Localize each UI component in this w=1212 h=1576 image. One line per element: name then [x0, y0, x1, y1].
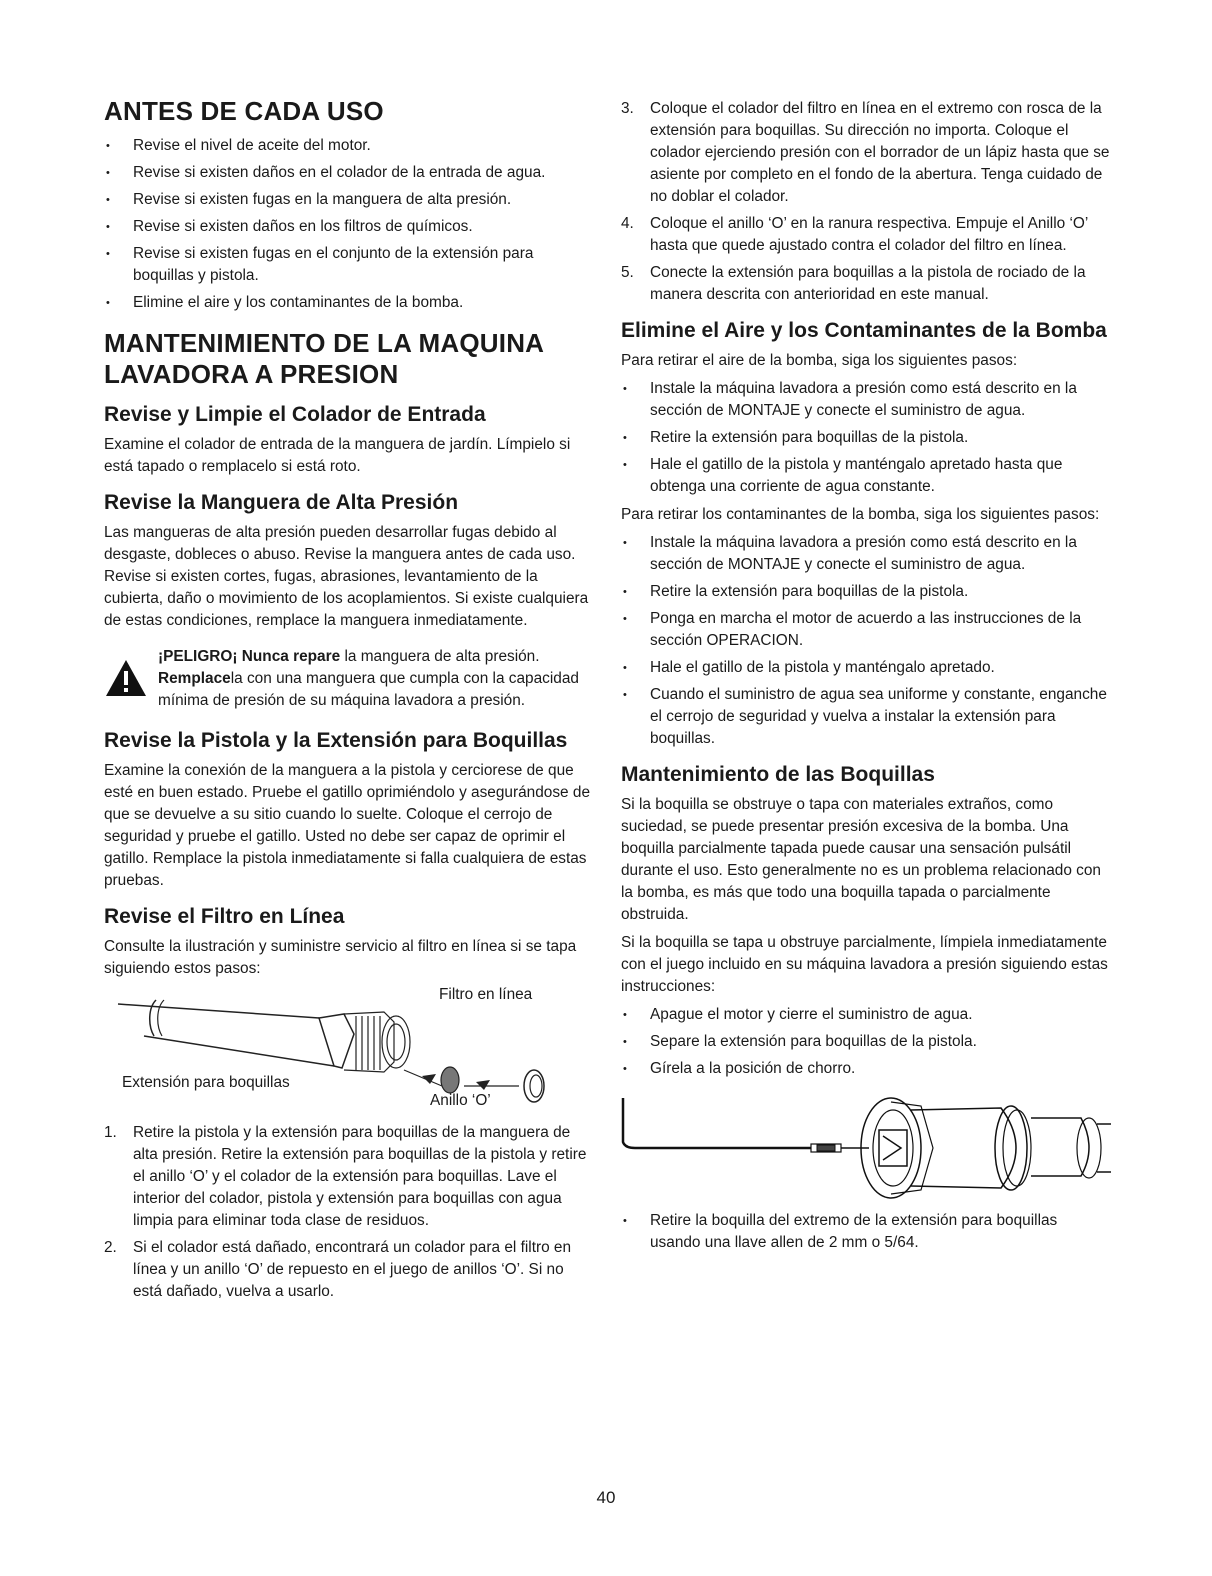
- list-item: • Gírela a la posición de chorro.: [621, 1058, 1111, 1080]
- list-item: • Retire la extensión para boquillas de la pistola.: [621, 581, 1111, 603]
- step-text: Si el colador está dañado, encontrará un colador para el filtro en línea y un anillo ‘O’ de repuesto en el juego de anillos ‘O’. Si no está dañado, vuelva a usarlo.: [133, 1239, 572, 1300]
- filter-steps-left: [104, 1122, 594, 1303]
- step-item: [621, 213, 1111, 257]
- step-number: 3.: [621, 100, 634, 117]
- list-item: • Apague el motor y cierre el suministro de agua.: [621, 1004, 1111, 1026]
- pistola-heading: Revise la Pistola y la Extensión para Boquillas: [104, 729, 568, 752]
- step-item: [621, 98, 1111, 208]
- list-item: • Retire la extensión para boquillas de la pistola.: [621, 427, 1111, 449]
- warning-bold-2: Remplace: [158, 670, 231, 687]
- filter-diagram: [104, 986, 584, 1116]
- boquillas-list-after: [621, 1210, 1111, 1254]
- boquillas-text-2: Si la boquilla se tapa u obstruye parcialmente, límpiela inmediatamente con el juego incluido en su máquina lavadora a presión siguiendo estas instrucciones:: [621, 934, 1108, 995]
- contam-intro: Para retirar los contaminantes de la bomba, siga los siguientes pasos:: [621, 506, 1100, 523]
- step-text: Retire la pistola y la extensión para boquillas de la manguera de alta presión. Retire la extensión para boquillas de la pistola y retire el anillo ‘O’ y el colador de la extensión para boquillas. Lave el interior del colador, pistola y extensión para boquillas con agua limpia para eliminar toda clase de residuos.: [133, 1124, 587, 1229]
- step-item: [104, 1237, 594, 1303]
- boquillas-heading: Mantenimiento de las Boquillas: [621, 763, 935, 786]
- list-item: • Instale la máquina lavadora a presión como está descrito en la sección de MONTAJE y conecte el suministro de agua.: [621, 378, 1111, 422]
- filtro-heading: Revise el Filtro en Línea: [104, 905, 345, 928]
- warning-text-1: la manguera de alta presión.: [340, 648, 540, 665]
- list-item: • Instale la máquina lavadora a presión como está descrito en la sección de MONTAJE y conecte el suministro de agua.: [621, 532, 1111, 576]
- mantenimiento-title: MANTENIMIENTO DE LA MAQUINA LAVADORA A PRESION: [104, 328, 544, 389]
- label-filtro: Filtro en línea: [439, 986, 533, 1003]
- list-item: • Revise el nivel de aceite del motor.: [104, 135, 594, 157]
- manguera-heading: Revise la Manguera de Alta Presión: [104, 491, 459, 514]
- aire-heading: Elimine el Aire y los Contaminantes de la Bomba: [621, 319, 1107, 342]
- pistola-text: Examine la conexión de la manguera a la pistola y cerciorese de que esté en buen estado. Pruebe el gatillo oprimiéndolo y asegurándose de que se devuelve a su sitio cuando lo suelte. Coloque el cerrojo de seguridad y pruebe el gatillo. Usted no debe ser capaz de oprimir el gatillo. Remplace la pistola inmediatamente si falla cualquiera de estas pruebas.: [104, 762, 590, 889]
- step-text: Coloque el anillo ‘O’ en la ranura respectiva. Empuje el Anillo ‘O’ hasta que quede ajustado contra el colador del filtro en línea.: [650, 215, 1088, 254]
- nozzle-diagram: [621, 1092, 1111, 1202]
- colador-heading: Revise y Limpie el Colador de Entrada: [104, 403, 486, 426]
- step-text: Conecte la extensión para boquillas a la pistola de rociado de la manera descrita con anterioridad en este manual.: [650, 264, 1086, 303]
- step-number: 2.: [104, 1239, 117, 1256]
- filter-illustration: [104, 986, 594, 1116]
- antes-title: ANTES DE CADA USO: [104, 96, 384, 126]
- filtro-text: Consulte la ilustración y suministre servicio al filtro en línea si se tapa siguiendo estos pasos:: [104, 938, 577, 977]
- aire-list: [621, 378, 1111, 498]
- list-item: • Separe la extensión para boquillas de la pistola.: [621, 1031, 1111, 1053]
- step-item: [104, 1122, 594, 1232]
- danger-warning: [104, 646, 594, 712]
- warning-text-2: la con una manguera que cumpla con la capacidad mínima de presión de su máquina lavadora a presión.: [158, 670, 579, 709]
- antes-list: [104, 135, 594, 314]
- list-item: • Revise si existen daños en el colador de la entrada de agua.: [104, 162, 594, 184]
- warning-icon: [104, 658, 148, 698]
- aire-intro: Para retirar el aire de la bomba, siga los siguientes pasos:: [621, 352, 1018, 369]
- page-number: 40: [596, 1488, 616, 1507]
- nozzle-illustration: [621, 1092, 1111, 1202]
- step-number: 4.: [621, 215, 634, 232]
- label-extension: Extensión para boquillas: [122, 1074, 290, 1091]
- manguera-text: Las mangueras de alta presión pueden desarrollar fugas debido al desgaste, dobleces o abuso. Revise la manguera antes de cada uso. Revise si existen cortes, fugas, abrasiones, levantamiento de la cubierta, daño o movimiento de los acoplamientos. Si existe cualquiera de estas condiciones, remplace la manguera inmediatamente.: [104, 524, 589, 629]
- boquillas-list: [621, 1004, 1111, 1080]
- left-column: [104, 96, 594, 1308]
- warning-text: [158, 646, 594, 712]
- contam-list: [621, 532, 1111, 750]
- filter-steps-right: [621, 98, 1111, 306]
- step-item: [621, 262, 1111, 306]
- label-anillo: Anillo ‘O’: [430, 1092, 491, 1109]
- list-item: • Elimine el aire y los contaminantes de la bomba.: [104, 292, 594, 314]
- list-item: • Hale el gatillo de la pistola y manténgalo apretado hasta que obtenga una corriente de agua constante.: [621, 454, 1111, 498]
- boquillas-text-1: Si la boquilla se obstruye o tapa con materiales extraños, como suciedad, se puede presentar presión excesiva de la bomba. Una boquilla parcialmente tapada puede causar una sensación pulsátil durante el uso. Esto generalmente no es un problema relacionado con la bomba, es más que todo una boquilla tapada o parcialmente obstruida.: [621, 796, 1101, 923]
- step-number: 5.: [621, 264, 634, 281]
- list-item: • Revise si existen fugas en el conjunto de la extensión para boquillas y pistola.: [104, 243, 594, 287]
- list-item: • Revise si existen daños en los filtros de químicos.: [104, 216, 594, 238]
- step-text: Coloque el colador del filtro en línea en el extremo con rosca de la extensión para boquillas. Su dirección no importa. Coloque el colador ejerciendo presión con el borrador de un lápiz hasta que se asiente por completo en el fondo de la abertura. Tenga cuidado de no doblar el colador.: [650, 100, 1110, 205]
- warning-bold-1: ¡PELIGRO¡ Nunca repare: [158, 648, 341, 665]
- list-item: • Cuando el suministro de agua sea uniforme y constante, enganche el cerrojo de seguridad y vuelva a instalar la extensión para boquillas.: [621, 684, 1111, 750]
- colador-text: Examine el colador de entrada de la manguera de jardín. Límpielo si está tapado o remplacelo si está roto.: [104, 436, 571, 475]
- list-item: • Revise si existen fugas en la manguera de alta presión.: [104, 189, 594, 211]
- right-column: [621, 98, 1111, 1260]
- list-item: • Ponga en marcha el motor de acuerdo a las instrucciones de la sección OPERACION.: [621, 608, 1111, 652]
- step-number: 1.: [104, 1124, 117, 1141]
- list-item: • Retire la boquilla del extremo de la extensión para boquillas usando una llave allen de 2 mm o 5/64.: [621, 1210, 1111, 1254]
- list-item: • Hale el gatillo de la pistola y manténgalo apretado.: [621, 657, 1111, 679]
